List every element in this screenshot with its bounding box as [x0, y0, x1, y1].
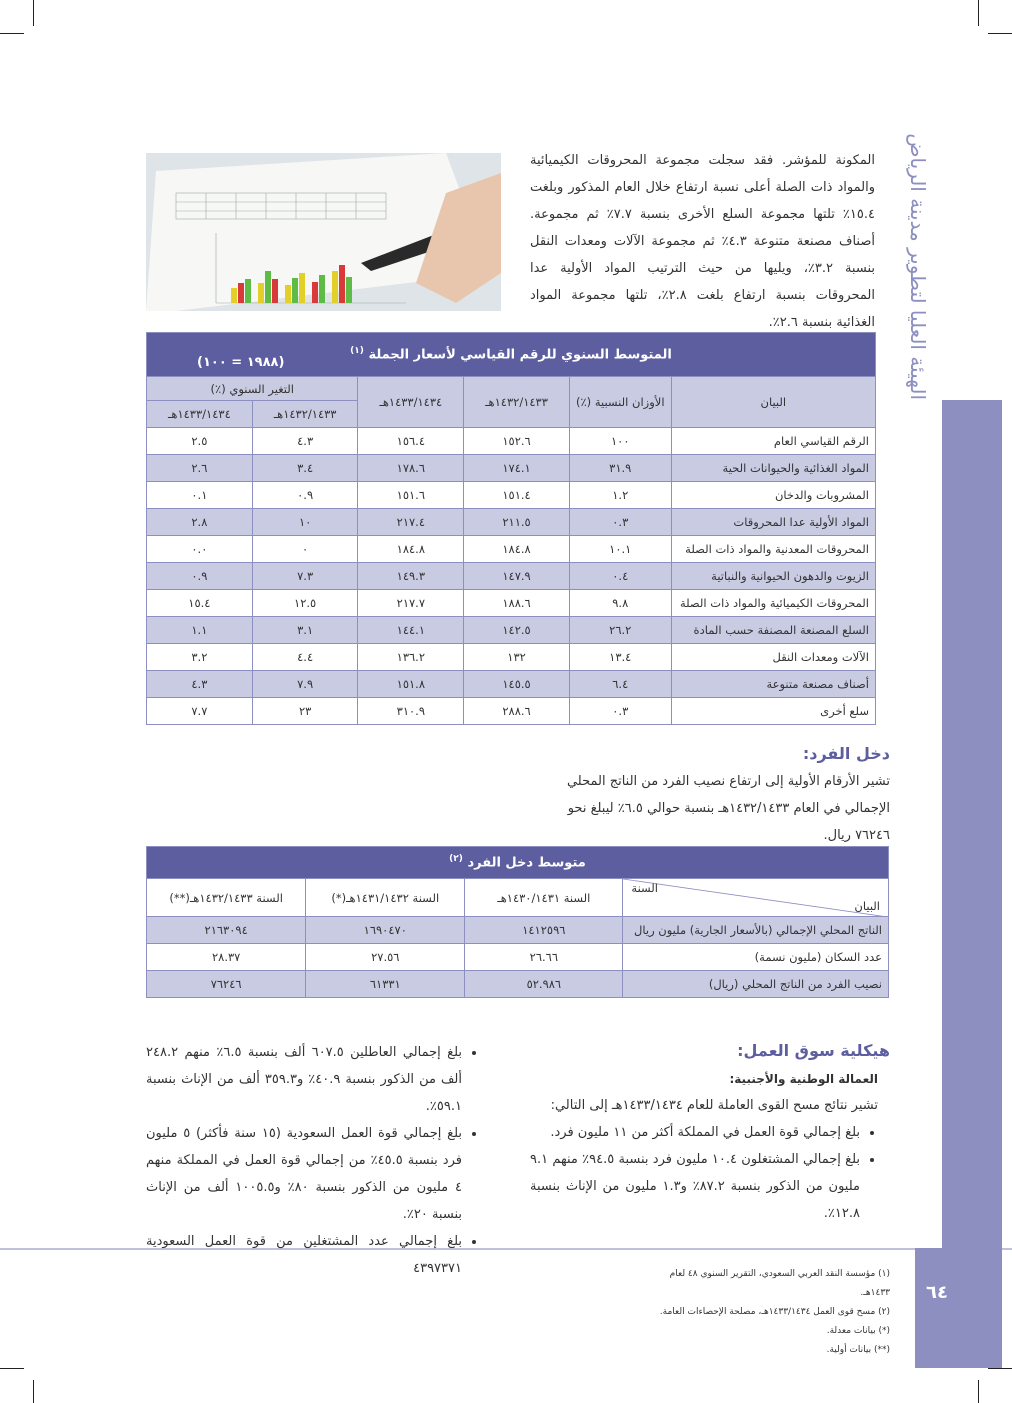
table1-cell-w: ١.٢: [569, 482, 671, 509]
table1-cell-w: ١٠٠: [569, 428, 671, 455]
table2-cell-y3: ٧٦٢٤٦: [147, 971, 306, 998]
footnote: (٢) مسح قوى العمل ١٤٣٣/١٤٣٤هـ، مصلحة الإحصاءات العامة.: [659, 1307, 890, 1317]
crop-mark: [978, 1380, 979, 1403]
list-item: • بلغ إجمالي عدد المشتغلين من قوة العمل السعودية ٤٣٩٧٣٧١: [146, 1228, 462, 1282]
page-number: ٦٤: [926, 1282, 948, 1303]
table2-cell-item: عدد السكان (مليون نسمة): [623, 944, 889, 971]
table1-cell-c2: ٠.٩: [147, 563, 253, 590]
table1-cell-c1: ١٢.٥: [252, 590, 358, 617]
table2-header-year3: السنة ١٤٣٢/١٤٣٣هـ(**): [147, 879, 306, 917]
table1-cell-y2: ٢١٧.٤: [358, 509, 464, 536]
labor-bullets-right: [530, 1119, 878, 1227]
table-row: [147, 617, 876, 644]
crop-mark: [0, 33, 24, 34]
table1-cell-c2: ٢.٥: [147, 428, 253, 455]
table2-cell-y1: ١٤١٢٥٩٦: [465, 917, 623, 944]
table1-cell-item: المحروقات المعدنية والمواد ذات الصلة: [671, 536, 875, 563]
table1-cell-c2: ٠.٠: [147, 536, 253, 563]
table-row: [147, 536, 876, 563]
table1-cell-c2: ١٥.٤: [147, 590, 253, 617]
intro-paragraph: المكونة للمؤشر. فقد سجلت مجموعة المحروقات الكيميائية والمواد ذات الصلة أعلى نسبة ارتفاع خلال العام المذكور وبلغت ١٥.٤٪ تلتها مجموعة السلع الأخرى بنسبة ٧.٧٪ ثم مجموعة. أصناف مصنعة متنوعة ٤.٣٪ ثم مجموعة الآلات ومعدات النقل بنسبة ٣.٢٪، ويليها من حيث الترتيب المواد الأولية عدا المحروقات بنسبة ارتفاع بلغت ٢.٨٪، تلتها مجموعة المواد الغذائية بنسبة ٢.٦٪.: [530, 153, 876, 330]
table1-cell-y1: ١٣٢: [464, 644, 570, 671]
table-row: [147, 644, 876, 671]
table-row: [147, 944, 889, 971]
table1-cell-c1: ٣.١: [252, 617, 358, 644]
table1-cell-y2: ١٣٦.٢: [358, 644, 464, 671]
table1-cell-w: ٦.٤: [569, 671, 671, 698]
table1-cell-item: أصناف مصنعة متنوعة: [671, 671, 875, 698]
table1-cell-y2: ١٧٨.٦: [358, 455, 464, 482]
table1-cell-c2: ٢.٦: [147, 455, 253, 482]
side-title: الهيئة العليا لتطوير مدينة الرياض: [906, 133, 930, 400]
table1-cell-y1: ١٤٢.٥: [464, 617, 570, 644]
table1-base: (١٩٨٨ = ١٠٠): [197, 355, 285, 370]
table2-cell-y3: ٢٨.٣٧: [147, 944, 306, 971]
table1-cell-y1: ٢١١.٥: [464, 509, 570, 536]
table1-header-change: التغير السنوي (٪): [147, 377, 358, 401]
table1-cell-c2: ١.١: [147, 617, 253, 644]
table1-cell-c2: ٠.١: [147, 482, 253, 509]
table1-cell-y2: ١٥٦.٤: [358, 428, 464, 455]
table1-cell-y2: ١٥١.٨: [358, 671, 464, 698]
table1-header-change1: ١٤٣٢/١٤٣٣هـ: [252, 401, 358, 428]
table2-cell-item: نصيب الفرد من الناتج المحلي (ريال): [623, 971, 889, 998]
footnotes: [640, 1265, 890, 1360]
table2-cell-item: الناتج المحلي الإجمالي (بالأسعار الجارية) مليون ريال: [623, 917, 889, 944]
table1-header-item: البيان: [671, 377, 875, 428]
table1-cell-w: ٠.٣: [569, 509, 671, 536]
table-row: [147, 455, 876, 482]
table1-cell-y2: ٢١٧.٧: [358, 590, 464, 617]
table2-header-year1: السنة ١٤٣٠/١٤٣١هـ: [465, 879, 623, 917]
table1-cell-c1: ٣.٤: [252, 455, 358, 482]
table2-cell-y3: ٢١٦٣٠٩٤: [147, 917, 306, 944]
table2-title-ref: (٢): [449, 854, 463, 865]
labor-heading: هيكلية سوق العمل:: [737, 1041, 890, 1060]
table1-cell-item: المحروقات الكيميائية والمواد ذات الصلة: [671, 590, 875, 617]
table1-cell-w: ١٣.٤: [569, 644, 671, 671]
table-row: [147, 428, 876, 455]
income-heading: دخل الفرد:: [802, 744, 890, 763]
crop-mark: [33, 1380, 34, 1403]
table1-cell-c1: ٤.٤: [252, 644, 358, 671]
table1-cell-item: المشروبات والدخان: [671, 482, 875, 509]
table1-cell-y2: ٣١٠.٩: [358, 698, 464, 725]
table-row: [147, 917, 889, 944]
table-row: [147, 671, 876, 698]
table1-cell-c1: ٠: [252, 536, 358, 563]
footnote: (١) مؤسسة النقد العربي السعودي، التقرير السنوي ٤٨ لعام ١٤٣٣هـ.: [669, 1269, 890, 1298]
crop-mark: [978, 0, 979, 26]
table1-cell-item: سلع أخرى: [671, 698, 875, 725]
table1-header-year1: ١٤٣٢/١٤٣٣هـ: [464, 377, 570, 428]
crop-mark: [988, 33, 1012, 34]
table1-cell-y1: ١٤٧.٩: [464, 563, 570, 590]
table2-cell-y2: ١٦٩٠٤٧٠: [306, 917, 465, 944]
table1-cell-c1: ١٠: [252, 509, 358, 536]
footer-band: [915, 1248, 1002, 1368]
table1-cell-y1: ١٨٤.٨: [464, 536, 570, 563]
table1-cell-w: ٣١.٩: [569, 455, 671, 482]
list-item: • بلغ إجمالي المشتغلون ١٠.٤ مليون فرد بنسبة ٩٤.٥٪ منهم ٩.١ مليون من الذكور بنسبة ٨٧.٢٪ و١.٣ مليون من الإناث بنسبة ١٢.٨٪.: [530, 1146, 860, 1227]
table1-cell-y1: ١٤٥.٥: [464, 671, 570, 698]
table1-cell-y1: ١٨٨.٦: [464, 590, 570, 617]
table1-cell-y2: ١٤٩.٣: [358, 563, 464, 590]
table2-header-corner: [623, 879, 889, 917]
sidebar-band: [942, 400, 1002, 1248]
table1-header-change2: ١٤٣٣/١٤٣٤هـ: [147, 401, 253, 428]
table1-cell-y1: ١٥١.٤: [464, 482, 570, 509]
list-item: • بلغ إجمالي قوة العمل السعودية (١٥ سنة فأكثر) ٥ مليون فرد بنسبة ٤٥.٥٪ من إجمالي قوة العمل في المملكة منهم ٤ مليون من الذكور بنسبة ٨٠٪ و١٠٠٥.٥ ألف من الإناث بنسبة ٢٠٪.: [146, 1120, 462, 1228]
labor-subheading: العمالة الوطنية والأجنبية:: [729, 1072, 878, 1086]
table1-cell-c2: ٢.٨: [147, 509, 253, 536]
table2-cell-y2: ٦١٣٣١: [306, 971, 465, 998]
table1-cell-y2: ١٥١.٦: [358, 482, 464, 509]
table1-cell-w: ٢٦.٢: [569, 617, 671, 644]
table2-header-item: البيان: [854, 899, 880, 913]
table1-cell-c2: ٧.٧: [147, 698, 253, 725]
table1-cell-c1: ٢٣: [252, 698, 358, 725]
footnote: (*) بيانات معدلة.: [826, 1326, 890, 1336]
table1-cell-w: ٠.٤: [569, 563, 671, 590]
table1-title-ref: (١): [350, 346, 364, 357]
table2-cell-y1: ٥٢.٩٨٦: [465, 971, 623, 998]
table1-cell-item: المواد الغذائية والحيوانات الحية: [671, 455, 875, 482]
table1-cell-y2: ١٤٤.١: [358, 617, 464, 644]
table2-header-year-label: السنة: [631, 881, 658, 895]
table1-cell-y1: ١٥٢.٦: [464, 428, 570, 455]
table1-cell-item: الآلات ومعدات النقل: [671, 644, 875, 671]
table1-cell-y1: ٢٨٨.٦: [464, 698, 570, 725]
table1-cell-c1: ٧.٣: [252, 563, 358, 590]
table1-cell-c1: ٠.٩: [252, 482, 358, 509]
table1-cell-c1: ٤.٣: [252, 428, 358, 455]
list-item: • بلغ إجمالي قوة العمل في المملكة أكثر من ١١ مليون فرد.: [530, 1119, 860, 1146]
table1-cell-item: الرقم القياسي العام: [671, 428, 875, 455]
wholesale-price-table: [146, 332, 876, 725]
table1-cell-w: ٩.٨: [569, 590, 671, 617]
footnote: (**) بيانات أولية.: [826, 1345, 890, 1355]
table2-cell-y2: ٢٧.٥٦: [306, 944, 465, 971]
diagonal-divider: [623, 879, 888, 917]
table1-cell-item: المواد الأولية عدا المحروقات: [671, 509, 875, 536]
table-row: [147, 482, 876, 509]
table1-cell-y2: ١٨٤.٨: [358, 536, 464, 563]
table1-body: [147, 428, 876, 725]
table-row: [147, 590, 876, 617]
table1-title: المتوسط السنوي للرقم القياسي لأسعار الجملة: [368, 347, 672, 363]
table1-cell-c2: ٣.٢: [147, 644, 253, 671]
table1-cell-item: السلع المصنعة المصنفة حسب المادة: [671, 617, 875, 644]
table1-header-year2: ١٤٣٣/١٤٣٤هـ: [358, 377, 464, 428]
table1-cell-item: الزيوت والدهون الحيوانية والنباتية: [671, 563, 875, 590]
table-row: [147, 971, 889, 998]
crop-mark: [988, 1368, 1012, 1369]
chart-photo: [146, 153, 501, 311]
table1-cell-c2: ٤.٣: [147, 671, 253, 698]
crop-mark: [0, 1368, 24, 1369]
table1-cell-w: ١٠.١: [569, 536, 671, 563]
table2-header-year2: السنة ١٤٣١/١٤٣٢هـ(*): [306, 879, 465, 917]
table2-cell-y1: ٢٦.٦٦: [465, 944, 623, 971]
table1-header-weights: الأوزان النسبية (٪): [569, 377, 671, 428]
table1-cell-c1: ٧.٩: [252, 671, 358, 698]
table2-title: متوسط دخل الفرد: [467, 855, 586, 871]
labor-intro: تشير نتائج مسح القوى العاملة للعام ١٤٣٣/١٤٣٤هـ إلى التالي:: [550, 1098, 878, 1113]
table2-body: [147, 917, 889, 998]
table1-cell-w: ٠.٣: [569, 698, 671, 725]
per-capita-income-table: [146, 846, 889, 998]
table-row: [147, 509, 876, 536]
crop-mark: [33, 0, 34, 26]
labor-bullets-left: [146, 1039, 480, 1282]
table1-cell-y1: ١٧٤.١: [464, 455, 570, 482]
list-item: • بلغ إجمالي العاطلين ٦٠٧.٥ ألف بنسبة ٦.٥٪ منهم ٢٤٨.٢ ألف من الذكور بنسبة ٤٠.٩٪ و٣٥٩.٣ ألف من الإناث بنسبة ٥٩.١٪.: [146, 1039, 462, 1120]
income-paragraph: تشير الأرقام الأولية إلى ارتفاع نصيب الفرد من الناتج المحلي الإجمالي في العام ١٤٣٢/١٤٣٣هـ بنسبة حوالي ٦.٥٪ ليبلغ نحو ٧٦٢٤٦ ريال.: [566, 774, 890, 843]
table-row: [147, 698, 876, 725]
table-row: [147, 563, 876, 590]
